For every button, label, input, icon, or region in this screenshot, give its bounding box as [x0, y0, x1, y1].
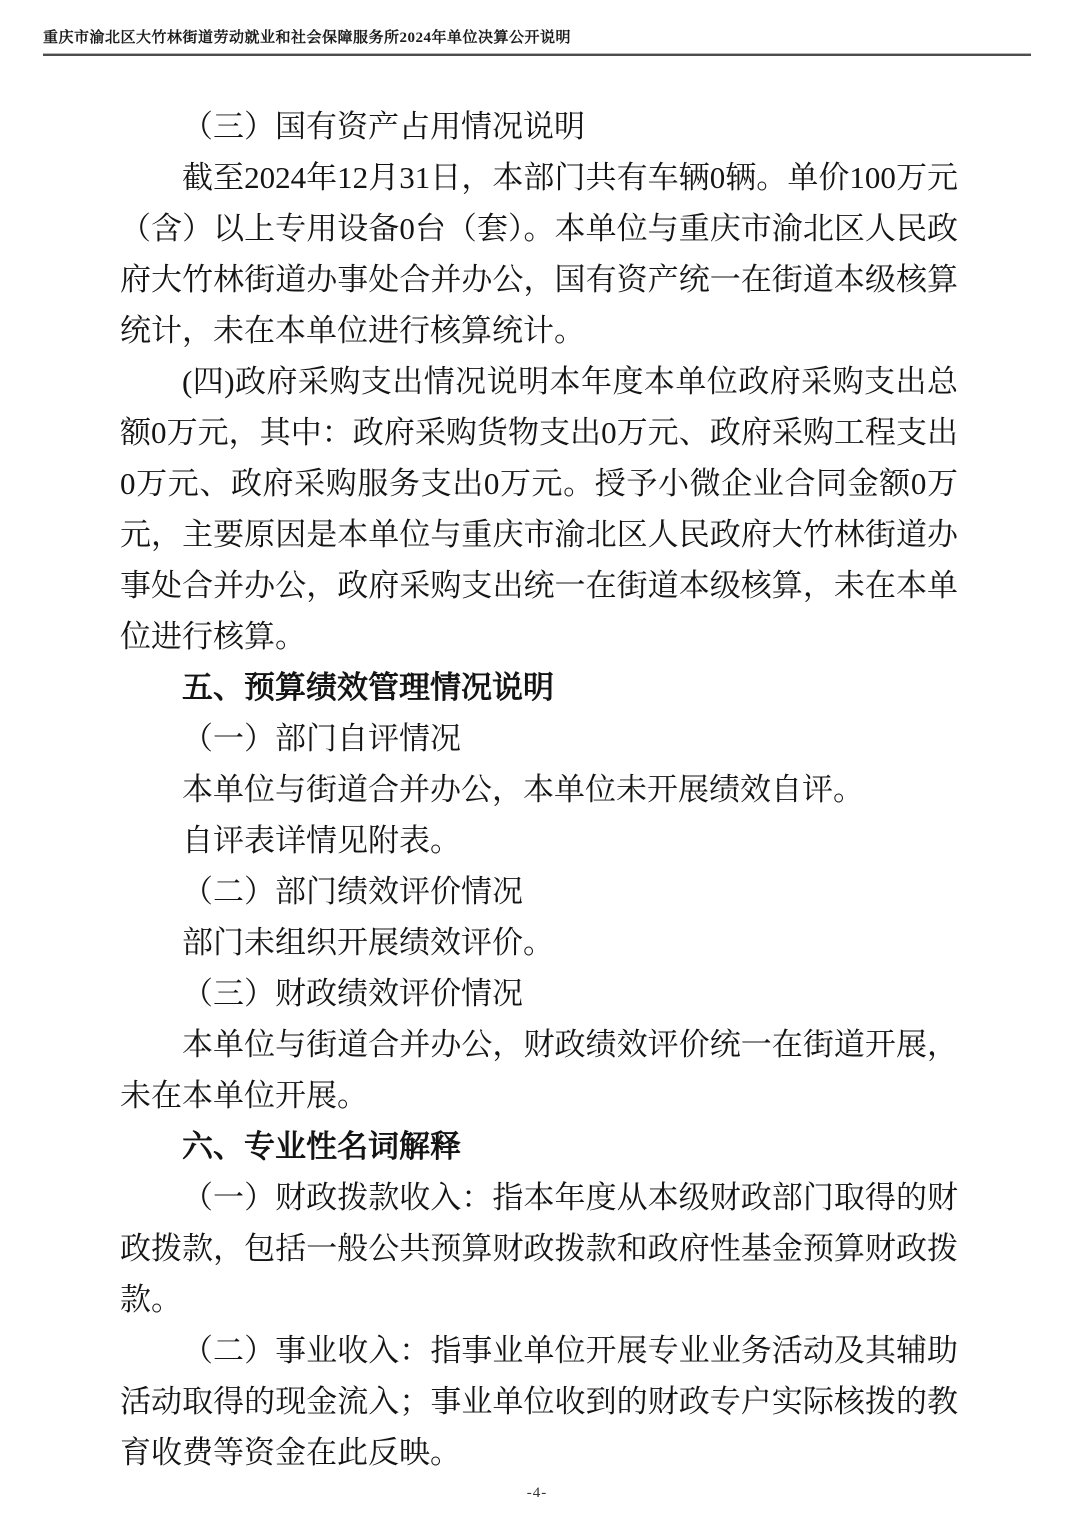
- sub-heading: （二）部门绩效评价情况: [182, 874, 523, 909]
- header-rule: [43, 53, 1031, 56]
- section-heading: 五、预算绩效管理情况说明: [182, 670, 554, 705]
- sub-heading: （一）部门自评情况: [182, 721, 461, 756]
- page-footer: [0, 1484, 1074, 1502]
- paragraph: （二）事业收入：指事业单位开展专业业务活动及其辅助活动取得的现金流入；事业单位收到的财政专户实际核拨的教育收费等资金在此反映。: [120, 1333, 958, 1470]
- paragraph: 本单位与街道合并办公，财政绩效评价统一在街道开展，未在本单位开展。: [120, 1027, 958, 1113]
- section-heading: 六、专业性名词解释: [182, 1129, 461, 1164]
- sub-heading: （三）国有资产占用情况说明: [182, 109, 585, 144]
- paragraph: 部门未组织开展绩效评价。: [182, 925, 554, 960]
- page-number: -4-: [526, 1485, 548, 1501]
- paragraph: 截至2024年12月31日，本部门共有车辆0辆。单价100万元（含）以上专用设备0台（套）。本单位与重庆市渝北区人民政府大竹林街道办事处合并办公，国有资产统一在街道本级核算统计，未在本单位进行核算统计。: [120, 160, 958, 348]
- document-body: [120, 101, 958, 1478]
- paragraph: 自评表详情见附表。: [182, 823, 461, 858]
- paragraph: （一）财政拨款收入：指本年度从本级财政部门取得的财政拨款，包括一般公共预算财政拨款和政府性基金预算财政拨款。: [120, 1180, 958, 1317]
- sub-heading: （三）财政绩效评价情况: [182, 976, 523, 1011]
- paragraph: 本单位与街道合并办公，本单位未开展绩效自评。: [182, 772, 864, 807]
- header-title: 重庆市渝北区大竹林街道劳动就业和社会保障服务所2024年单位决算公开说明: [43, 30, 572, 46]
- paragraph: (四)政府采购支出情况说明本年度本单位政府采购支出总额0万元，其中：政府采购货物支出0万元、政府采购工程支出0万元、政府采购服务支出0万元。授予小微企业合同金额0万元，主要原因是本单位与重庆市渝北区人民政府大竹林街道办事处合并办公，政府采购支出统一在街道本级核算，未在本单位进行核算。: [120, 364, 958, 654]
- page-header: [43, 28, 1031, 56]
